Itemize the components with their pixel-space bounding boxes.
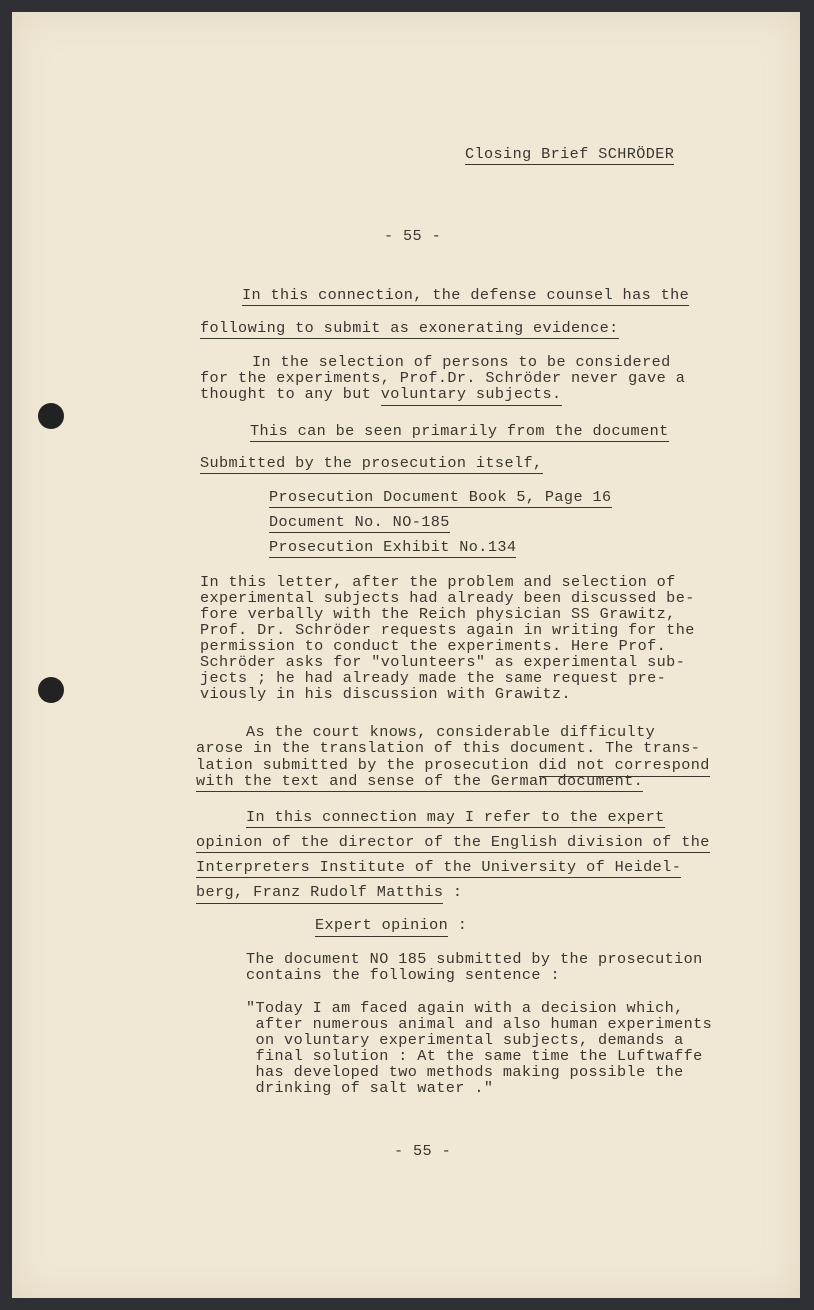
para2-line-2: Submitted by the prosecution itself, (200, 454, 543, 472)
para3-line: fore verbally with the Reich physician SS Grawitz, (200, 605, 676, 623)
expert-opinion-heading-colon: : (448, 916, 468, 934)
para3-line: experimental subjects had already been discussed be- (200, 589, 695, 607)
reference-line-1: Prosecution Document Book 5, Page 16 (269, 488, 612, 506)
para6-line-1: The document NO 185 submitted by the prosecution (246, 950, 703, 968)
punch-hole-top (38, 403, 64, 429)
reference-line-2: Document No. NO-185 (269, 513, 450, 531)
para3-line: permission to conduct the experiments. Here Prof. (200, 637, 667, 655)
para4-line-3 (196, 757, 710, 773)
expert-opinion-heading (315, 917, 467, 933)
quotation (246, 1000, 712, 1096)
quote-line: on voluntary experimental subjects, demands a (246, 1031, 684, 1049)
reference-line-3: Prosecution Exhibit No.134 (269, 538, 517, 556)
quote-line: drinking of salt water ." (246, 1079, 494, 1097)
punch-hole-bottom (38, 677, 64, 703)
para6-line-2: contains the following sentence : (246, 966, 560, 984)
quote-line: final solution : At the same time the Luftwaffe (246, 1047, 703, 1065)
para5-line-4 (196, 884, 462, 900)
para5-line-2: opinion of the director of the English division of the (196, 833, 710, 851)
para4-line-1: As the court knows, considerable difficulty (246, 723, 656, 741)
expert-name: berg, Franz Rudolf Matthis (196, 883, 443, 904)
para3 (200, 574, 695, 702)
para1-line-3 (200, 386, 562, 402)
quote-line: "Today I am faced again with a decision which, (246, 999, 684, 1017)
para5-line-3: Interpreters Institute of the University of Heidel- (196, 858, 682, 876)
para4-line-4: with the text and sense of the German document. (196, 772, 644, 790)
para3-line: viously in his discussion with Grawitz. (200, 685, 572, 703)
para3-line: jects ; he had already made the same request pre- (200, 669, 667, 687)
para2-line-1: This can be seen primarily from the document (250, 422, 669, 440)
para1-line-2: for the experiments, Prof.Dr. Schröder never gave a (200, 369, 686, 387)
para1-line-1: In the selection of persons to be considered (252, 353, 671, 371)
page-number-bottom: - 55 - (394, 1142, 452, 1160)
para4-line-3-start: lation submitted by the prosecution (196, 756, 539, 774)
para5-line-4-colon: : (443, 883, 463, 901)
expert-opinion-heading-text: Expert opinion (315, 916, 448, 937)
quote-line: after numerous animal and also human experiments (246, 1015, 713, 1033)
para5-line-1: In this connection may I refer to the expert (246, 808, 665, 826)
intro-line-1: In this connection, the defense counsel has the (242, 286, 690, 304)
header-title: Closing Brief SCHRÖDER (465, 145, 675, 163)
intro-line-2: following to submit as exonerating evidence: (200, 319, 619, 337)
quote-line: has developed two methods making possible the (246, 1063, 684, 1081)
para3-line: Schröder asks for "volunteers" as experimental sub- (200, 653, 686, 671)
para3-line: In this letter, after the problem and selection of (200, 573, 676, 591)
page-number-top: - 55 - (384, 227, 442, 245)
voluntary-subjects: voluntary subjects. (381, 385, 562, 406)
para1-line-3-start: thought to any but (200, 385, 381, 403)
para3-line: Prof. Dr. Schröder requests again in writing for the (200, 621, 695, 639)
para4-line-2: arose in the translation of this document. The trans- (196, 739, 701, 757)
did-not-correspond: did not correspond (539, 756, 710, 777)
